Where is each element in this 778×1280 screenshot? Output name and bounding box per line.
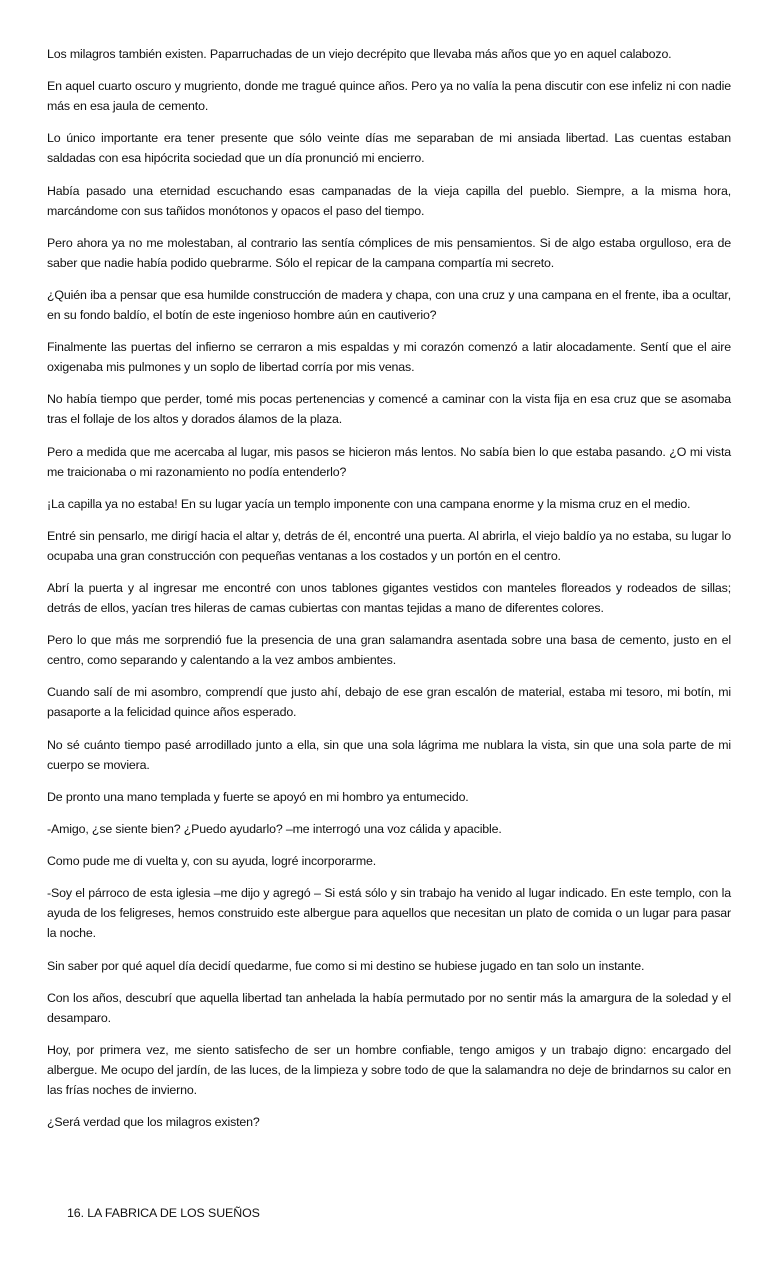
paragraph: No sé cuánto tiempo pasé arrodillado junto a ella, sin que una sola lágrima me nublara la vista, sin que una sola parte de mi cuerpo se moviera. (47, 737, 731, 772)
page-footer: 16. LA FABRICA DE LOS SUEÑOS (67, 1206, 260, 1220)
paragraph: Había pasado una eternidad escuchando esas campanadas de la vieja capilla del pueblo. Siempre, a la misma hora, marcándome con sus tañidos monótonos y opacos el paso del tiempo. (47, 183, 731, 218)
paragraph: Entré sin pensarlo, me dirigí hacia el altar y, detrás de él, encontré una puerta. Al abrirla, el viejo baldío ya no estaba, su lugar lo ocupaba una gran construcción con pequeñas ventanas a los costados y un portón en el centro. (47, 528, 731, 563)
paragraph: Finalmente las puertas del infierno se cerraron a mis espaldas y mi corazón comenzó a latir alocadamente. Sentí que el aire oxigenaba mis pulmones y un soplo de libertad corría por mis venas. (47, 340, 731, 375)
paragraph: Como pude me di vuelta y, con su ayuda, logré incorporarme. (47, 854, 377, 869)
paragraph: ¡La capilla ya no estaba! En su lugar yacía un templo imponente con una campana enorme y la misma cruz en el medio. (47, 496, 691, 511)
paragraph: Pero lo que más me sorprendió fue la presencia de una gran salamandra asentada sobre una basa de cemento, justo en el centro, como separando y calentando a la vez ambos ambientes. (47, 633, 731, 668)
paragraph: ¿Quién iba a pensar que esa humilde construcción de madera y chapa, con una cruz y una campana en el frente, iba a ocultar, en su fondo baldío, el botín de este ingenioso hombre aún en cautiverio? (47, 287, 731, 322)
paragraph: ¿Será verdad que los milagros existen? (47, 1115, 260, 1130)
paragraph: En aquel cuarto oscuro y mugriento, donde me tragué quince años. Pero ya no valía la pena discutir con ese infeliz ni con nadie más en esa jaula de cemento. (47, 79, 731, 114)
paragraph: Los milagros también existen. Paparruchadas de un viejo decrépito que llevaba más años que yo en aquel calabozo. (47, 47, 672, 61)
paragraph: Cuando salí de mi asombro, comprendí que justo ahí, debajo de ese gran escalón de material, estaba mi tesoro, mi botín, mi pasaporte a la felicidad quince años esperado. (47, 685, 731, 720)
paragraph: -Soy el párroco de esta iglesia –me dijo y agregó – Si está sólo y sin trabajo ha venido al lugar indicado. En este templo, con la ayuda de los feligreses, hemos construido este albergue para aquellos que necesitan un plato de comida o un lugar para pasar la noche. (47, 886, 731, 941)
paragraph: -Amigo, ¿se siente bien? ¿Puedo ayudarlo? –me interrogó una voz cálida y apacible. (47, 822, 502, 836)
paragraph: Pero a medida que me acercaba al lugar, mis pasos se hicieron más lentos. No sabía bien lo que estaba pasando. ¿O mi vista me traicionaba o mi razonamiento no podía entenderlo? (47, 444, 731, 479)
paragraph: No había tiempo que perder, tomé mis pocas pertenencias y comencé a caminar con la vista fija en esa cruz que se asomaba tras el follaje de los altos y dorados álamos de la plaza. (47, 392, 731, 427)
document-body (47, 44, 731, 1144)
paragraph: Abrí la puerta y al ingresar me encontré con unos tablones gigantes vestidos con manteles floreados y rodeados de sillas; detrás de ellos, yacían tres hileras de camas cubiertas con mantas tejidas a mano de diferentes colores. (47, 581, 731, 616)
paragraph: Lo único importante era tener presente que sólo veinte días me separaban de mi ansiada libertad. Las cuentas estaban saldadas con esa hipócrita sociedad que un día pronunció mi encierro. (47, 131, 731, 166)
paragraph: Pero ahora ya no me molestaban, al contrario las sentía cómplices de mis pensamientos. Si de algo estaba orgulloso, era de saber que nadie había podido quebrarme. Sólo el repicar de la campana compartía mi secreto. (47, 235, 731, 270)
paragraph: Sin saber por qué aquel día decidí quedarme, fue como si mi destino se hubiese jugado en tan solo un instante. (47, 958, 645, 973)
paragraph: De pronto una mano templada y fuerte se apoyó en mi hombro ya entumecido. (47, 789, 469, 804)
paragraph: Con los años, descubrí que aquella libertad tan anhelada la había permutado por no sentir más la amargura de la soledad y el desamparo. (47, 990, 731, 1025)
paragraph: Hoy, por primera vez, me siento satisfecho de ser un hombre confiable, tengo amigos y un trabajo digno: encargado del albergue. Me ocupo del jardín, de las luces, de la limpieza y sobre todo de que la salamandra no deje de brindarnos su calor en las frías noches de invierno. (47, 1042, 731, 1097)
